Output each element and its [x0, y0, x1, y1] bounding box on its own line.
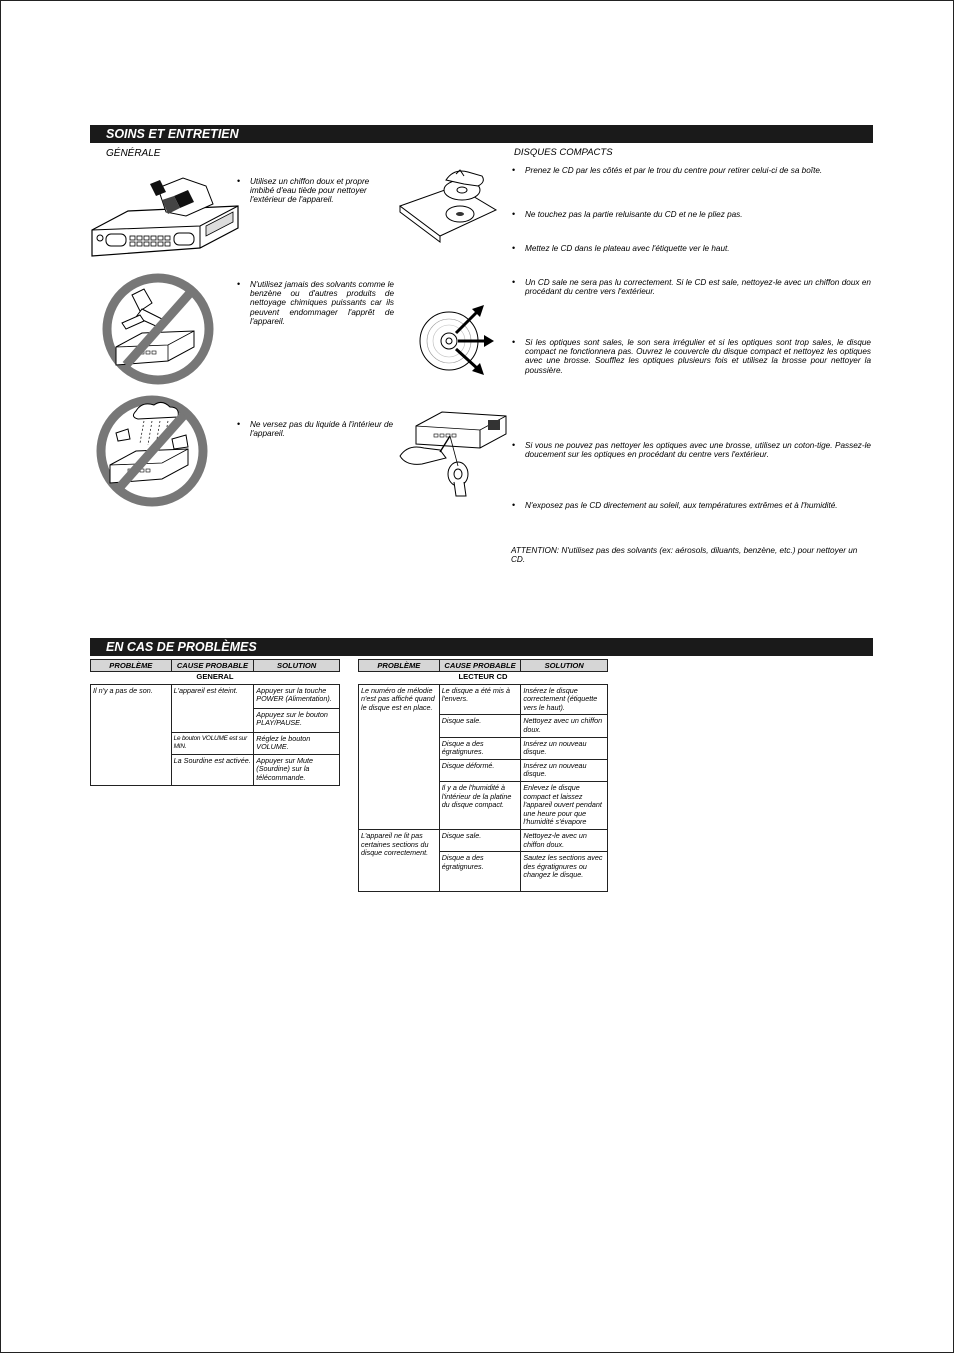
cause-cell: Disque a des égratignures. [439, 852, 521, 892]
solution-cell: Appuyer sur la touche POWER (Alimentation). [254, 684, 340, 708]
cd-item-6: Si vous ne pouvez pas nettoyer les optiques avec une brosse, utilisez un coton-tige. Passez-le doucement sur les optiques en procédant du centre vers l'extérieur. [525, 441, 871, 460]
cleaning-unit-illustration [88, 176, 248, 271]
solution-cell: Sautez les sections avec des égratignures ou changez le disque. [521, 852, 608, 892]
header-solution: SOLUTION [254, 660, 340, 672]
header-problem: PROBLÈME [359, 660, 440, 672]
header-problem: PROBLÈME [91, 660, 172, 672]
cd-item-2: Ne touchez pas la partie reluisante du CD et ne le pliez pas. [525, 210, 743, 219]
general-item-2: N'utilisez jamais des solvants comme le benzène ou d'autres produits de nettoyage chimiques puissants car ils peuvent endommager l'apprêt de l'appareil. [250, 280, 394, 326]
bullet-icon: • [237, 176, 241, 186]
section-cd: LECTEUR CD [458, 672, 508, 681]
problem-cell: Il n'y a pas de son. [91, 684, 172, 785]
cause-cell: Disque déformé. [439, 759, 521, 781]
solution-cell: Insérez un nouveau disque. [521, 737, 608, 759]
solution-cell: Insérez un nouveau disque. [521, 759, 608, 781]
solution-cell: Réglez le bouton VOLUME. [254, 732, 340, 754]
solution-cell: Insérez le disque correctement (étiquette vers le haut). [521, 684, 608, 715]
cd-item-5: Si les optiques sont sales, le son sera irrégulier et si les optiques sont trop sales, le disque compact ne fonctionnera pas. Ouvrez le couvercle du disque compact et nettoyez les optiques avec une brosse. Soufflez les optiques plusieurs fois et utilisez la brosse pour nettoyer la poussière. [525, 338, 871, 375]
solution-cell: Nettoyez avec un chiffon doux. [521, 715, 608, 737]
cd-item-7: N'exposez pas le CD directement au soleil, aux températures extrêmes et à l'humidité. [525, 501, 838, 510]
bullet-icon: • [512, 165, 516, 175]
trouble-title-bar: EN CAS DE PROBLÈMES [90, 638, 873, 656]
bullet-icon: • [512, 209, 516, 219]
cause-cell: Disque sale. [439, 715, 521, 737]
bullet-icon: • [237, 279, 241, 289]
cause-cell: La Sourdine est activée. [171, 754, 254, 785]
cause-cell: Le bouton VOLUME est sur MIN. [171, 732, 254, 754]
bullet-icon: • [512, 243, 516, 253]
bullet-icon: • [512, 440, 516, 450]
cause-cell: L'appareil est éteint. [171, 684, 254, 732]
general-item-1: Utilisez un chiffon doux et propre imbibé d'eau tiède pour nettoyer l'extérieur de l'appareil. [250, 177, 370, 205]
cause-cell: Il y a de l'humidité à l'intérieur de la platine du disque compact. [439, 781, 521, 829]
problem-cell: L'appareil ne lit pas certaines sections du disque correctement. [359, 829, 440, 891]
optics-cleaning-illustration [398, 408, 508, 500]
bullet-icon: • [512, 277, 516, 287]
no-liquid-icon [96, 395, 208, 507]
cause-cell: Disque a des égratignures. [439, 737, 521, 759]
header-solution: SOLUTION [521, 660, 608, 672]
cause-cell: Le disque a été mis à l'envers. [439, 684, 521, 715]
cd-trouble-table [358, 659, 608, 892]
solution-cell: Nettoyez-le avec un chiffon doux. [521, 829, 608, 851]
header-cause: CAUSE PROBABLE [171, 660, 254, 672]
cd-case-illustration [398, 166, 498, 246]
general-item-3: Ne versez pas du liquide à l'intérieur de l'appareil. [250, 420, 394, 439]
attention-note: ATTENTION: N'utilisez pas des solvants (ex: aérosols, diluants, benzène, etc.) pour nettoyer un CD. [511, 546, 858, 565]
solution-cell: Enlevez le disque compact et laissez l'appareil ouvert pendant une heure pour que l'humidité s'évapore [521, 781, 608, 829]
cause-cell: Disque sale. [439, 829, 521, 851]
cd-item-4: Un CD sale ne sera pas lu correctement. Si le CD est sale, nettoyez-le avec un chiffon doux en procédant du centre vers l'extérieur. [525, 278, 871, 297]
cd-label: DISQUES COMPACTS [514, 147, 613, 158]
bullet-icon: • [512, 500, 516, 510]
general-trouble-table [90, 659, 340, 786]
care-title-bar: SOINS ET ENTRETIEN [90, 125, 873, 143]
problem-cell: Le numéro de mélodie n'est pas affiché quand le disque est en place. [359, 684, 440, 829]
header-cause: CAUSE PROBABLE [439, 660, 521, 672]
solution-cell: Appuyer sur Mute (Sourdine) sur la télécommande. [254, 754, 340, 785]
solution-cell: Appuyez sur le bouton PLAY/PAUSE. [254, 708, 340, 732]
cd-item-1: Prenez le CD par les côtés et par le trou du centre pour retirer celui-ci de sa boîte. [525, 166, 823, 175]
section-general: GENERAL [196, 672, 234, 681]
bullet-icon: • [237, 419, 241, 429]
no-solvent-icon [102, 273, 214, 385]
bullet-icon: • [512, 337, 516, 347]
cd-wipe-direction-illustration [418, 303, 496, 381]
cd-item-3: Mettez le CD dans le plateau avec l'étiquette ver le haut. [525, 244, 730, 253]
general-label: GÉNÉRALE [106, 148, 161, 159]
